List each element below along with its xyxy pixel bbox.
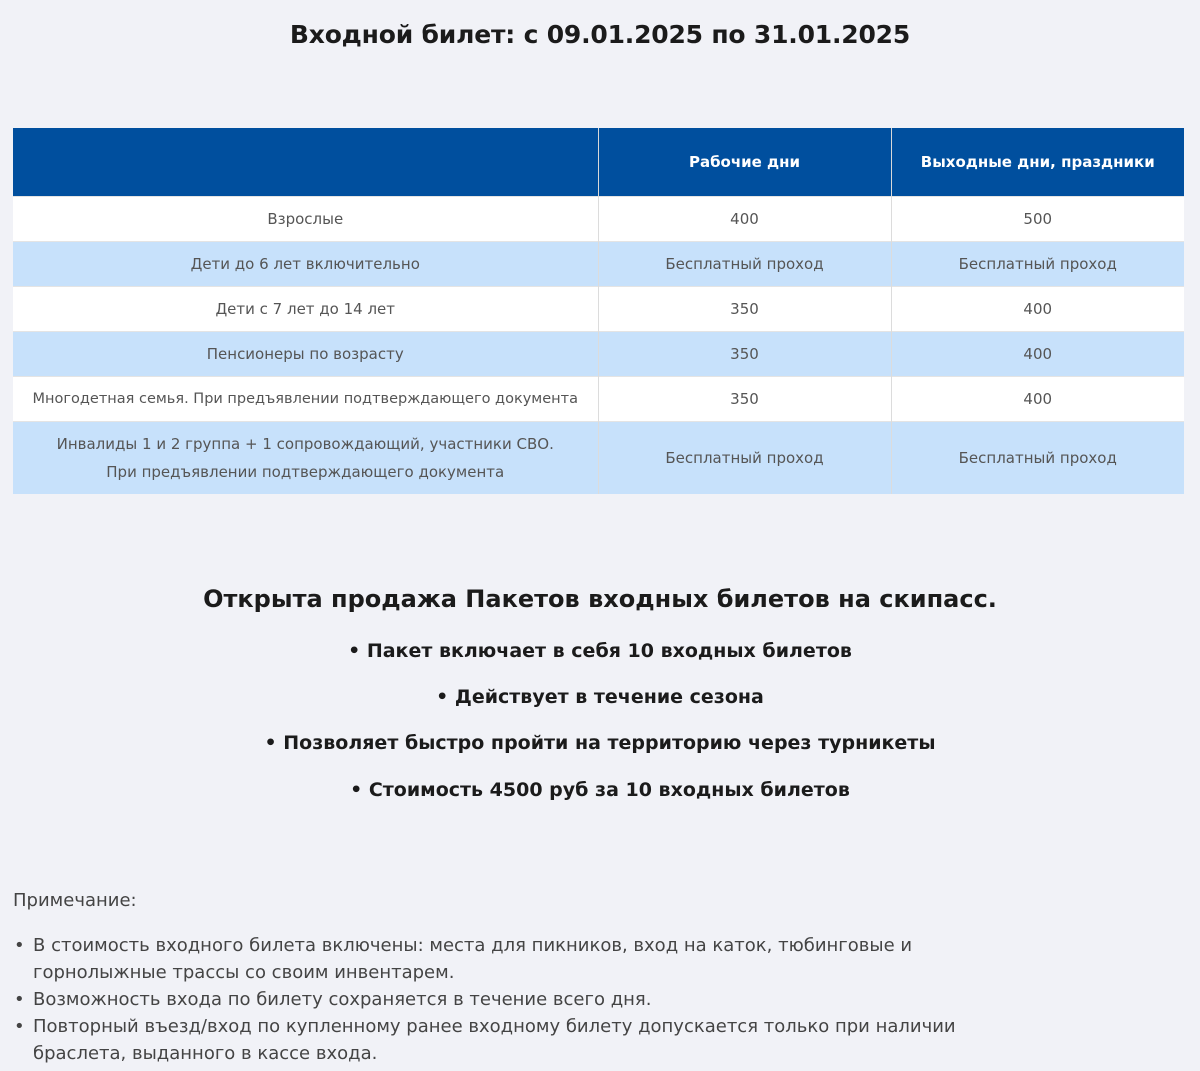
category-cell: Многодетная семья. При предъявлении подтверждающего документа: [13, 377, 598, 422]
weekend-price-cell: Бесплатный проход: [891, 422, 1184, 495]
weekend-price-cell: Бесплатный проход: [891, 242, 1184, 287]
category-cell: [13, 422, 598, 495]
table-row: [13, 422, 1184, 495]
category-cell: Взрослые: [13, 197, 598, 242]
note-item: • Повторный въезд/вход по купленному ранее входному билету допускается только при наличии браслета, выданного в кассе входа.: [33, 1013, 978, 1067]
page-title: Входной билет: с 09.01.2025 по 31.01.2025: [289, 20, 911, 49]
weekend-price-cell: 400: [891, 332, 1184, 377]
weekday-price-cell: Бесплатный проход: [598, 422, 891, 495]
weekday-price-cell: 350: [598, 377, 891, 422]
promo-item: • Действует в течение сезона: [436, 686, 764, 708]
promo-heading: Открыта продажа Пакетов входных билетов на скипасс.: [203, 585, 997, 613]
weekday-price-cell: 400: [598, 197, 891, 242]
weekday-price-cell: Бесплатный проход: [598, 242, 891, 287]
note-item: • Возможность входа по билету сохраняется в течение всего дня.: [33, 986, 1033, 1013]
weekend-price-cell: 400: [891, 377, 1184, 422]
table-header-row: [13, 128, 1184, 197]
category-cell: Дети с 7 лет до 14 лет: [13, 287, 598, 332]
table-row: [13, 377, 1184, 422]
table-row: [13, 332, 1184, 377]
weekend-price-cell: 400: [891, 287, 1184, 332]
category-cell: Пенсионеры по возрасту: [13, 332, 598, 377]
category-line-2: При предъявлении подтверждающего документа: [106, 463, 505, 481]
column-header-weekdays: Рабочие дни: [598, 128, 891, 197]
price-table: [13, 128, 1184, 494]
promo-item: • Стоимость 4500 руб за 10 входных билетов: [350, 779, 850, 801]
column-header-category: [13, 128, 598, 197]
promo-item: • Пакет включает в себя 10 входных билетов: [348, 640, 852, 662]
table-row: [13, 197, 1184, 242]
weekend-price-cell: 500: [891, 197, 1184, 242]
notes-list: [13, 932, 1033, 1067]
notes-label: Примечание:: [13, 890, 137, 911]
table-row: [13, 242, 1184, 287]
column-header-weekends: Выходные дни, праздники: [891, 128, 1184, 197]
note-item: • В стоимость входного билета включены: места для пикников, вход на каток, тюбинговые и горнолыжные трассы со своим инвентарем.: [33, 932, 933, 986]
weekday-price-cell: 350: [598, 332, 891, 377]
category-line-1: Инвалиды 1 и 2 группа + 1 сопровождающий, участники СВО.: [56, 435, 554, 453]
table-row: [13, 287, 1184, 332]
promo-item: • Позволяет быстро пройти на территорию через турникеты: [264, 732, 936, 754]
category-cell: Дети до 6 лет включительно: [13, 242, 598, 287]
weekday-price-cell: 350: [598, 287, 891, 332]
